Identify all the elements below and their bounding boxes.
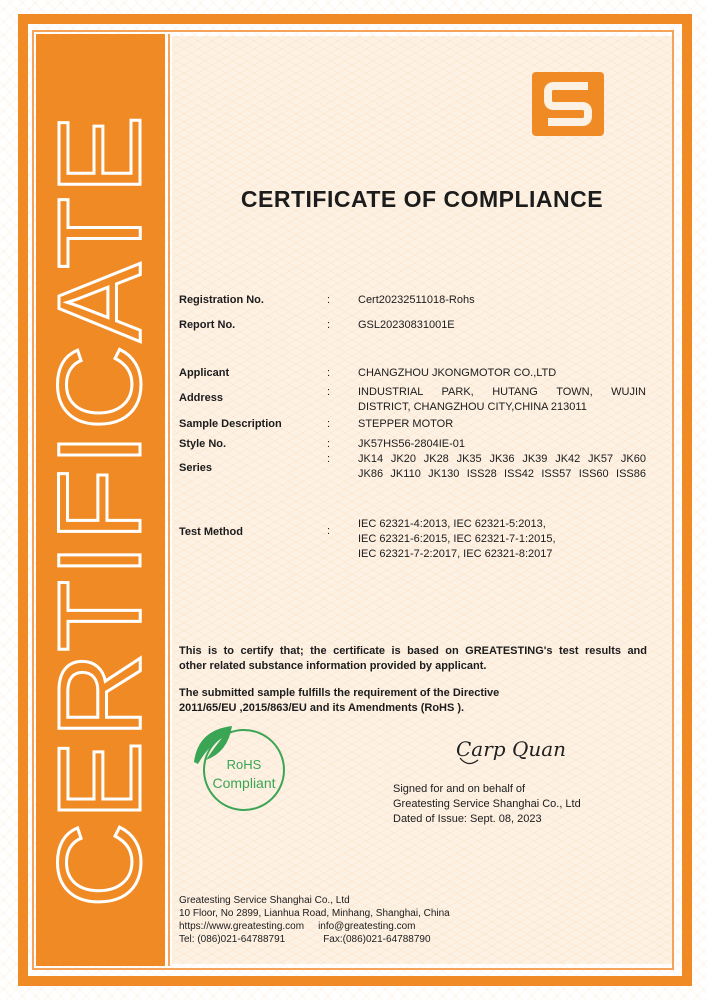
- applicant-value: CHANGZHOU JKONGMOTOR CO.,LTD: [358, 367, 557, 379]
- test-method-line: IEC 62321-6:2015, IEC 62321-7-1:2015,: [358, 533, 556, 545]
- applicant-colon: :: [327, 367, 331, 379]
- style-colon: :: [327, 438, 331, 450]
- address-line: INDUSTRIAL PARK, HUTANG TOWN, WUJIN: [358, 386, 646, 398]
- signed-line: Greatesting Service Shanghai Co., Ltd: [393, 798, 581, 810]
- rohs-badge-line2: Compliant: [212, 775, 276, 791]
- footer-web-row: [179, 920, 450, 933]
- footer-email[interactable]: info@greatesting.com: [318, 921, 416, 932]
- directive-line: The submitted sample fulfills the requirement of the Directive: [179, 687, 500, 699]
- rohs-badge-line1: RoHS: [226, 757, 262, 772]
- certify-line: other related substance information provided by applicant.: [179, 660, 487, 672]
- side-band-divider: [168, 34, 170, 966]
- footer-tel: Tel: (086)021-64788791: [179, 934, 286, 945]
- series-colon: :: [327, 453, 331, 465]
- signed-line: Dated of Issue: Sept. 08, 2023: [393, 813, 542, 825]
- sample-label: Sample Description: [179, 418, 282, 430]
- test-method-colon: :: [327, 525, 331, 537]
- report-value: GSL20230831001E: [358, 319, 455, 331]
- address-value: [358, 385, 646, 415]
- registration-label: Registration No.: [179, 294, 264, 306]
- signature: [452, 730, 582, 770]
- series-line: JK86 JK110 JK130 ISS28 ISS42 ISS57 ISS60 ISS86: [358, 468, 646, 480]
- certificate-title: CERTIFICATE OF COMPLIANCE: [240, 186, 604, 212]
- footer-website[interactable]: https://www.greatesting.com: [179, 921, 305, 932]
- directive-statement: [179, 686, 647, 716]
- series-line: JK14 JK20 JK28 JK35 JK36 JK39 JK42 JK57 JK60: [358, 453, 646, 465]
- report-label: Report No.: [179, 319, 236, 331]
- footer-fax: Fax:(086)021-64788790: [323, 934, 431, 945]
- test-method-line: IEC 62321-4:2013, IEC 62321-5:2013,: [358, 518, 546, 530]
- footer-company: Greatesting Service Shanghai Co., Ltd: [179, 895, 350, 906]
- series-value: [358, 452, 646, 482]
- certify-line: This is to certify that; the certificate is based on GREATESTING's test results and: [179, 645, 647, 657]
- address-line: DISTRICT, CHANGZHOU CITY,CHINA 213011: [358, 401, 587, 413]
- test-method-value: [358, 517, 646, 562]
- certify-statement: [179, 644, 647, 674]
- directive-line: 2011/65/EU ,2015/863/EU and its Amendments (RoHS ).: [179, 702, 465, 714]
- test-method-line: IEC 62321-7-2:2017, IEC 62321-8:2017: [358, 548, 553, 560]
- signed-line: Signed for and on behalf of: [393, 783, 526, 795]
- style-label: Style No.: [179, 438, 227, 450]
- style-value: JK57HS56-2804IE-01: [358, 438, 466, 450]
- rohs-compliant-badge: [188, 722, 292, 814]
- side-title: CERTIFICATE: [34, 112, 166, 908]
- footer-address: 10 Floor, No 2899, Lianhua Road, Minhang, Shanghai, China: [179, 908, 450, 919]
- address-label: Address: [179, 392, 224, 404]
- registration-colon: :: [327, 294, 331, 306]
- signed-block: [393, 782, 581, 827]
- footer-contact: [179, 894, 450, 946]
- address-colon: :: [327, 386, 331, 398]
- footer-phone-row: [179, 933, 450, 946]
- signature-text: Carp Quan: [456, 737, 567, 761]
- test-method-label: Test Method: [179, 526, 243, 538]
- report-colon: :: [327, 319, 331, 331]
- sample-value: STEPPER MOTOR: [358, 418, 454, 430]
- registration-value: Cert20232511018-Rohs: [358, 294, 475, 306]
- applicant-label: Applicant: [179, 367, 230, 379]
- company-logo-icon: [532, 72, 604, 136]
- sample-colon: :: [327, 418, 331, 430]
- series-label: Series: [179, 462, 213, 474]
